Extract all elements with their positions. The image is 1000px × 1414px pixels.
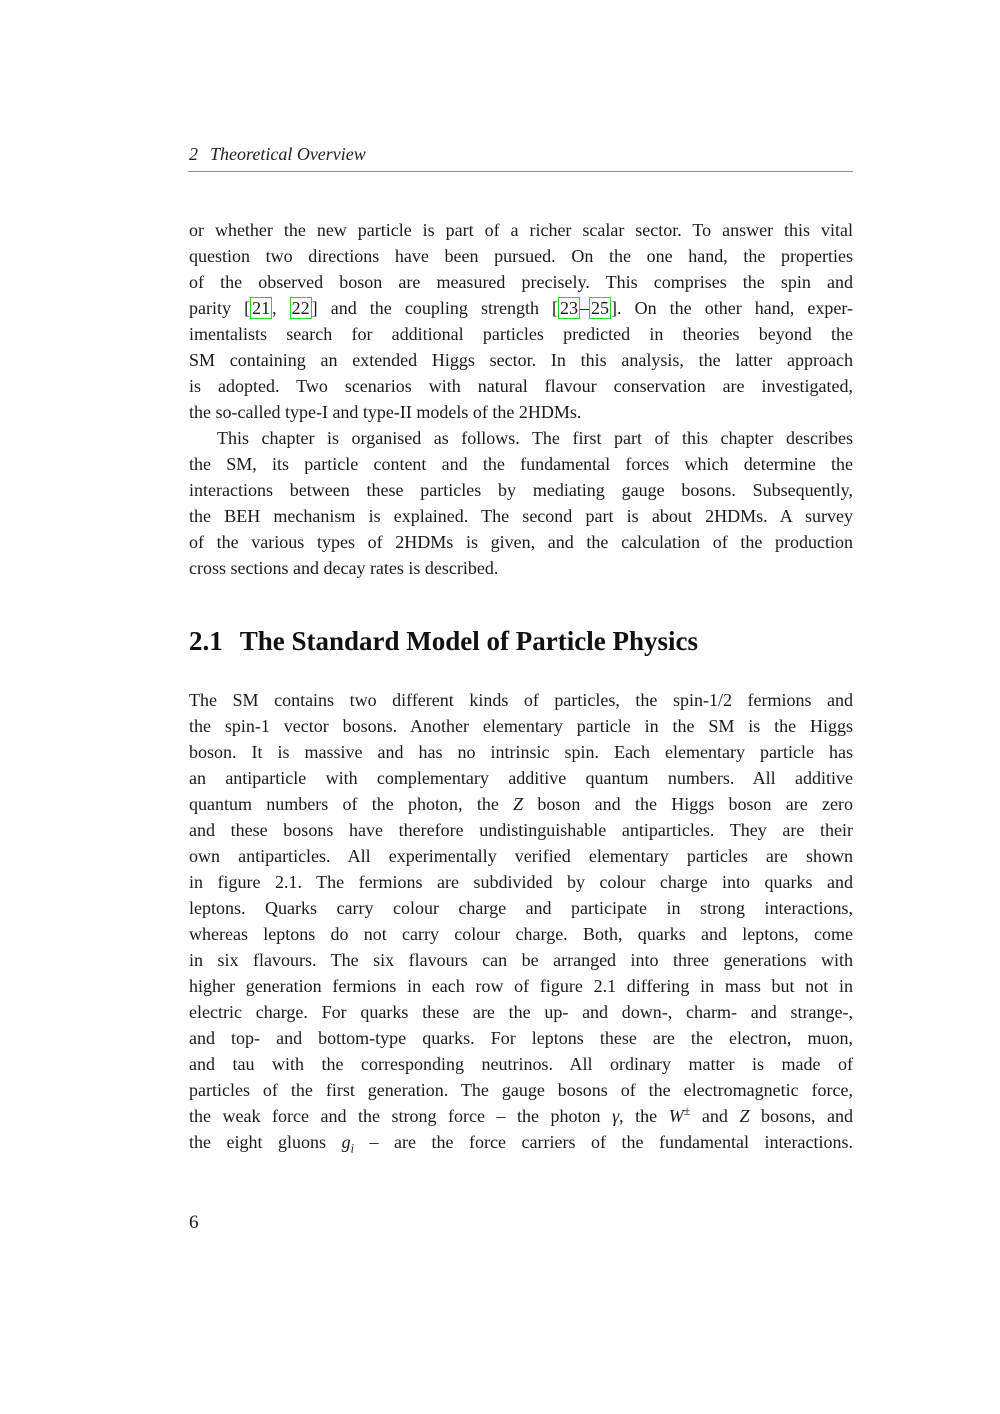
header-rule [188,171,853,172]
paragraph [189,425,853,581]
chapter-title: Theoretical Overview [210,144,366,164]
citation-ref[interactable]: 22 [291,298,310,318]
text-line: the BEH mechanism is explained. The second part is about 2HDMs. A survey [189,506,853,526]
citation-ref[interactable]: 21 [252,298,271,318]
text-line: in figure 2.1. The fermions are subdivided by colour charge into quarks and [189,872,853,892]
symbol-i: Z [513,794,524,814]
symbol-i: g [341,1132,351,1152]
text-line: and these bosons have therefore undistinguishable antiparticles. They are their [189,820,853,840]
text-line: parity [ 21 , 22 ] and the coupling strength [ 23 – 25 ]. On the other hand, exper- [189,298,853,318]
section-title: The Standard Model of Particle Physics [239,626,698,656]
text-line: interactions between these particles by mediating gauge bosons. Subsequently, [189,480,853,500]
symbol-sup: ± [683,1104,691,1118]
paragraph [189,217,853,425]
symbol-i: W [668,1106,684,1126]
text-line: electric charge. For quarks these are the up- and down-, charm- and strange-, [189,1002,853,1022]
text-line: particles of the first generation. The gauge bosons of the electromagnetic force, [189,1080,853,1100]
text-line: or whether the new particle is part of a richer scalar sector. To answer this vital [189,220,853,240]
text-line: the SM, its particle content and the fundamental forces which determine the [189,454,853,474]
text-line: and tau with the corresponding neutrinos. All ordinary matter is made of [189,1054,853,1074]
text-line: is adopted. Two scenarios with natural flavour conservation are investigated, [189,376,853,396]
text-line: leptons. Quarks carry colour charge and participate in strong interactions, [189,898,853,918]
text-line: own antiparticles. All experimentally verified elementary particles are shown [189,846,853,866]
text-line: quantum numbers of the photon, the Z boson and the Higgs boson are zero [189,794,853,814]
intro-paragraphs [189,217,853,581]
symbol-i: Z [739,1106,750,1126]
text-line: the weak force and the strong force – the photon γ, the W± and Z bosons, and [189,1104,853,1126]
text-line: The SM contains two different kinds of particles, the spin-1/2 fermions and [189,690,853,710]
text-line: of the various types of 2HDMs is given, and the calculation of the production [189,532,853,552]
chapter-number: 2 [189,144,198,164]
citation-ref[interactable]: 23 [560,298,579,318]
text-line: the so-called type-I and type-II models of the 2HDMs. [189,402,582,422]
text-line: of the observed boson are measured precisely. This comprises the spin and [189,272,853,292]
section-paragraphs [189,687,853,1155]
text-line: higher generation fermions in each row of figure 2.1 differing in mass but not in [189,976,853,996]
text-line: This chapter is organised as follows. The first part of this chapter describes [217,428,853,448]
text-line: imentalists search for additional particles predicted in theories beyond the [189,324,853,344]
section-number: 2.1 [189,626,223,656]
text-line: in six flavours. The six flavours can be arranged into three generations with [189,950,853,970]
running-header [189,143,853,165]
citation-ref[interactable]: 25 [591,298,610,318]
section-heading [189,624,853,658]
text-line: boson. It is massive and has no intrinsic spin. Each elementary particle has [189,742,853,762]
symbol-i: γ [612,1106,620,1126]
text-line: question two directions have been pursued. On the one hand, the properties [189,246,853,266]
text-line: an antiparticle with complementary additive quantum numbers. All additive [189,768,853,788]
symbol-sub: i [350,1141,354,1156]
page-number: 6 [189,1212,199,1233]
paragraph [189,687,853,1155]
text-line: the eight gluons $g_i$ – are the force carriers of the fundamental interactions. [189,1132,853,1156]
text-line: whereas leptons do not carry colour charge. Both, quarks and leptons, come [189,924,853,944]
text-line: cross sections and decay rates is described. [189,558,499,578]
text-line: the spin-1 vector bosons. Another elementary particle in the SM is the Higgs [189,716,853,736]
text-line: and top- and bottom-type quarks. For leptons these are the electron, muon, [189,1028,853,1048]
text-line: SM containing an extended Higgs sector. In this analysis, the latter approach [189,350,853,370]
